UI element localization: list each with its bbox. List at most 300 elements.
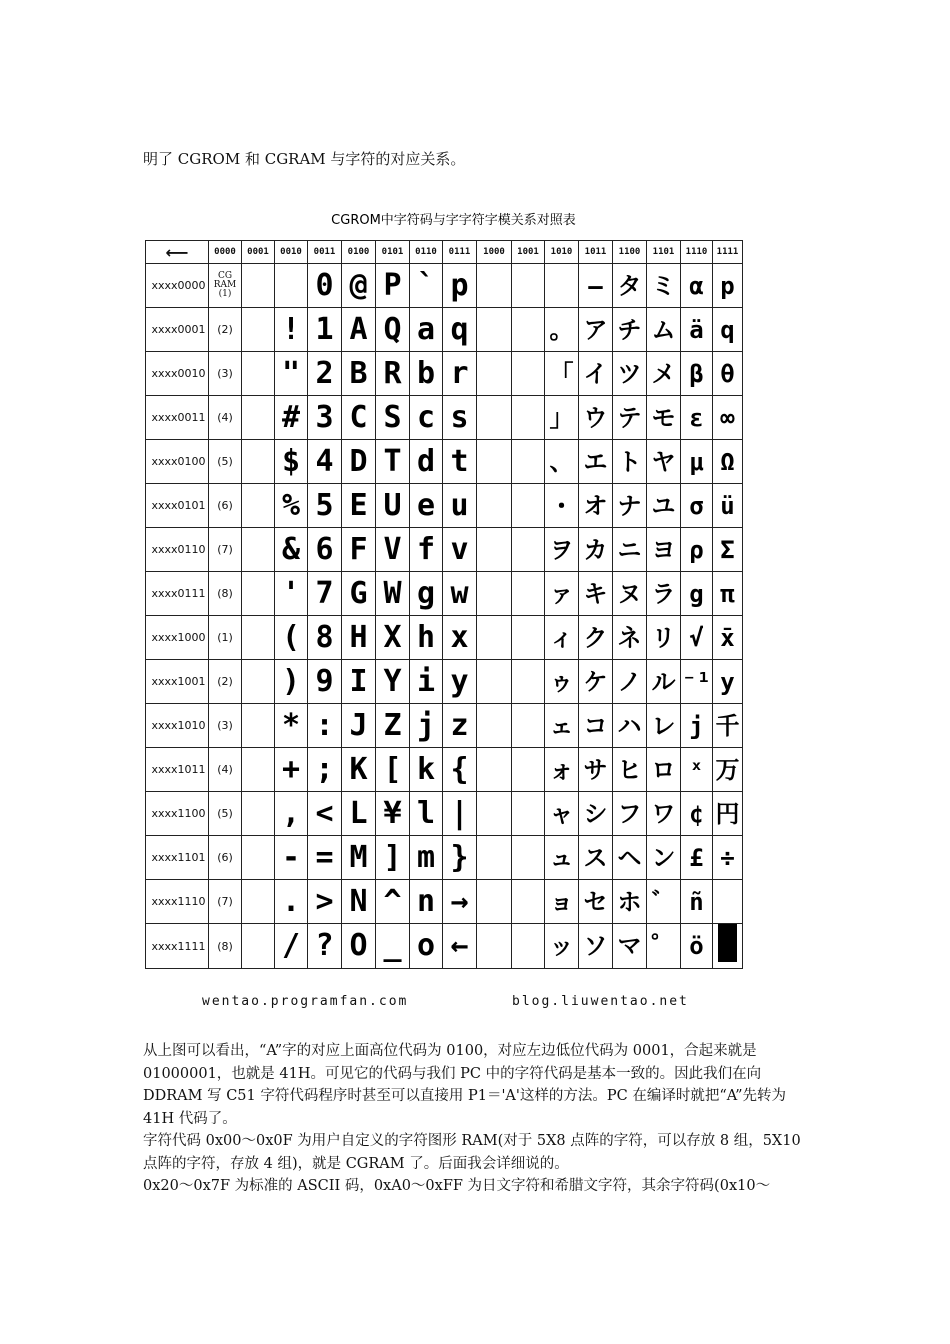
char-cell (512, 352, 545, 396)
char-cell: ス (579, 836, 613, 880)
char-cell (242, 484, 275, 528)
char-cell: V (376, 528, 410, 572)
char-cell: : (308, 704, 342, 748)
char-cell: > (308, 880, 342, 924)
char-cell: σ (681, 484, 713, 528)
char-cell: μ (681, 440, 713, 484)
char-cell: ヲ (545, 528, 579, 572)
char-cell: h (410, 616, 443, 660)
char-cell (545, 264, 579, 308)
char-cell (512, 484, 545, 528)
char-cell: ヘ (613, 836, 647, 880)
char-cell (242, 792, 275, 836)
char-cell (512, 264, 545, 308)
cgram-index: (2) (209, 660, 242, 704)
char-cell: √ (681, 616, 713, 660)
char-cell (242, 396, 275, 440)
char-cell: ノ (613, 660, 647, 704)
col-header: 0100 (342, 241, 376, 264)
char-cell: セ (579, 880, 613, 924)
char-cell: ヒ (613, 748, 647, 792)
char-cell: n (410, 880, 443, 924)
char-cell: ロ (647, 748, 681, 792)
char-cell (512, 528, 545, 572)
char-cell: g (410, 572, 443, 616)
char-cell (512, 616, 545, 660)
char-cell: " (275, 352, 308, 396)
col-header: 1111 (713, 241, 743, 264)
arrow-icon: ⟵ (165, 242, 189, 262)
cgram-index: (5) (209, 440, 242, 484)
char-cell: マ (613, 924, 647, 969)
char-cell: D (342, 440, 376, 484)
char-cell: S (376, 396, 410, 440)
col-header: 1000 (477, 241, 512, 264)
char-cell: ュ (545, 836, 579, 880)
char-cell: ネ (613, 616, 647, 660)
char-cell: Z (376, 704, 410, 748)
char-cell (512, 396, 545, 440)
table-row (146, 836, 743, 880)
char-cell: 「 (545, 352, 579, 396)
char-cell: s (443, 396, 477, 440)
char-cell: ェ (545, 704, 579, 748)
char-cell: オ (579, 484, 613, 528)
char-cell: d (410, 440, 443, 484)
char-cell: 8 (308, 616, 342, 660)
char-cell: ¥ (376, 792, 410, 836)
char-cell (477, 352, 512, 396)
paragraph-2: 字符代码 0x00～0x0F 为用户自定义的字符图形 RAM(对于 5X8 点阵的字符，可以存放 8 组，5X10 点阵的字符，存放 4 组)，就是 CGRAM 了。后面我会详细说的。 (143, 1133, 801, 1172)
char-cell (477, 572, 512, 616)
char-cell: p (713, 264, 743, 308)
char-cell: ; (308, 748, 342, 792)
cgram-index: (6) (209, 484, 242, 528)
char-cell: θ (713, 352, 743, 396)
cgram-index: (3) (209, 352, 242, 396)
paragraph-3: 0x20～0x7F 为标准的 ASCII 码，0xA0～0xFF 为日文字符和希腊文字符，其余字符码(0x10～ (143, 1178, 771, 1194)
char-cell: X (376, 616, 410, 660)
char-cell (242, 836, 275, 880)
row-label: xxxx0100 (146, 440, 209, 484)
row-label: xxxx1110 (146, 880, 209, 924)
char-cell (477, 484, 512, 528)
char-cell: ⁻¹ (681, 660, 713, 704)
char-cell: & (275, 528, 308, 572)
table-row (146, 704, 743, 748)
char-cell: K (342, 748, 376, 792)
char-cell (477, 704, 512, 748)
table-row (146, 924, 743, 969)
col-header: 0110 (410, 241, 443, 264)
char-cell: ヨ (647, 528, 681, 572)
char-cell: / (275, 924, 308, 969)
char-cell: Σ (713, 528, 743, 572)
col-header: 0000 (209, 241, 242, 264)
char-cell: ü (713, 484, 743, 528)
char-cell: Y (376, 660, 410, 704)
char-cell: ョ (545, 880, 579, 924)
char-cell: 5 (308, 484, 342, 528)
char-cell (512, 308, 545, 352)
char-cell: ク (579, 616, 613, 660)
char-cell: ホ (613, 880, 647, 924)
char-cell: 。 (545, 308, 579, 352)
char-cell: x̄ (713, 616, 743, 660)
char-cell (477, 528, 512, 572)
char-cell: テ (613, 396, 647, 440)
row-label: xxxx1111 (146, 924, 209, 969)
char-cell: [ (376, 748, 410, 792)
col-header: 1010 (545, 241, 579, 264)
char-cell: y (713, 660, 743, 704)
char-cell: ρ (681, 528, 713, 572)
char-cell: | (443, 792, 477, 836)
char-cell: @ (342, 264, 376, 308)
body-text (143, 1040, 815, 1198)
char-cell: メ (647, 352, 681, 396)
char-cell: ハ (613, 704, 647, 748)
char-cell: カ (579, 528, 613, 572)
char-cell: ( (275, 616, 308, 660)
col-header: 1011 (579, 241, 613, 264)
char-cell: L (342, 792, 376, 836)
char-cell: % (275, 484, 308, 528)
char-cell: * (275, 704, 308, 748)
char-cell: タ (613, 264, 647, 308)
cgram-label: CG RAM (1) (209, 264, 242, 308)
char-cell: c (410, 396, 443, 440)
char-cell: ゜ (647, 924, 681, 969)
char-cell-full-block (713, 924, 743, 969)
char-cell: ヤ (647, 440, 681, 484)
cgram-index: (4) (209, 396, 242, 440)
char-cell: u (443, 484, 477, 528)
char-cell: j (410, 704, 443, 748)
char-cell: q (443, 308, 477, 352)
char-cell (242, 924, 275, 969)
char-cell: 7 (308, 572, 342, 616)
col-header: 1101 (647, 241, 681, 264)
char-cell: f (410, 528, 443, 572)
char-cell (242, 660, 275, 704)
char-cell: F (342, 528, 376, 572)
full-block-glyph (718, 924, 737, 962)
char-cell: サ (579, 748, 613, 792)
char-cell: w (443, 572, 477, 616)
char-cell: N (342, 880, 376, 924)
char-cell: U (376, 484, 410, 528)
char-cell: — (579, 264, 613, 308)
char-cell: 千 (713, 704, 743, 748)
char-cell: < (308, 792, 342, 836)
char-cell: t (443, 440, 477, 484)
char-cell: ケ (579, 660, 613, 704)
char-cell: z (443, 704, 477, 748)
row-label: xxxx1001 (146, 660, 209, 704)
char-cell: G (342, 572, 376, 616)
char-cell: _ (376, 924, 410, 969)
char-cell: ミ (647, 264, 681, 308)
char-cell: ッ (545, 924, 579, 969)
char-cell: l (410, 792, 443, 836)
table-row (146, 748, 743, 792)
table-row (146, 880, 743, 924)
char-cell: ' (275, 572, 308, 616)
char-cell: R (376, 352, 410, 396)
char-cell: v (443, 528, 477, 572)
char-cell: π (713, 572, 743, 616)
row-label: xxxx0010 (146, 352, 209, 396)
char-cell: ワ (647, 792, 681, 836)
char-cell: P (376, 264, 410, 308)
char-cell: ? (308, 924, 342, 969)
table-row (146, 528, 743, 572)
char-cell: # (275, 396, 308, 440)
char-cell: ^ (376, 880, 410, 924)
char-cell: { (443, 748, 477, 792)
char-cell: ニ (613, 528, 647, 572)
char-cell: ォ (545, 748, 579, 792)
char-cell (477, 880, 512, 924)
table-row (146, 396, 743, 440)
cgram-index: (7) (209, 880, 242, 924)
cgram-index: (8) (209, 572, 242, 616)
char-cell: y (443, 660, 477, 704)
char-cell: J (342, 704, 376, 748)
char-cell: チ (613, 308, 647, 352)
table-row (146, 352, 743, 396)
char-cell: → (443, 880, 477, 924)
char-cell (512, 660, 545, 704)
char-cell: I (342, 660, 376, 704)
col-header: 1110 (681, 241, 713, 264)
char-cell: ア (579, 308, 613, 352)
row-label: xxxx1000 (146, 616, 209, 660)
char-cell: シ (579, 792, 613, 836)
char-cell (242, 572, 275, 616)
cgram-index: (4) (209, 748, 242, 792)
char-cell: } (443, 836, 477, 880)
char-cell: モ (647, 396, 681, 440)
char-cell: 」 (545, 396, 579, 440)
char-cell: m (410, 836, 443, 880)
char-cell: q (713, 308, 743, 352)
char-cell: T (376, 440, 410, 484)
row-label: xxxx1011 (146, 748, 209, 792)
figure-title: CGROM中字符码与字字符字模关系对照表 (331, 213, 576, 228)
char-cell: C (342, 396, 376, 440)
char-cell: B (342, 352, 376, 396)
char-cell: ・ (545, 484, 579, 528)
char-cell: 9 (308, 660, 342, 704)
char-cell (477, 836, 512, 880)
char-cell: ラ (647, 572, 681, 616)
char-cell: ä (681, 308, 713, 352)
char-cell: H (342, 616, 376, 660)
char-cell (242, 440, 275, 484)
row-label: xxxx0111 (146, 572, 209, 616)
row-label: xxxx1010 (146, 704, 209, 748)
char-cell: ユ (647, 484, 681, 528)
char-cell (477, 660, 512, 704)
char-cell: 万 (713, 748, 743, 792)
char-cell: ε (681, 396, 713, 440)
char-cell: b (410, 352, 443, 396)
char-cell: W (376, 572, 410, 616)
char-cell (242, 352, 275, 396)
char-cell: ナ (613, 484, 647, 528)
char-cell: Ω (713, 440, 743, 484)
char-cell: o (410, 924, 443, 969)
char-cell: O (342, 924, 376, 969)
char-cell (512, 704, 545, 748)
table-row (146, 484, 743, 528)
footer-left-url: wentao.programfan.com (202, 994, 409, 1009)
col-header: 0101 (376, 241, 410, 264)
char-cell: A (342, 308, 376, 352)
char-cell: 円 (713, 792, 743, 836)
char-cell: E (342, 484, 376, 528)
char-cell (477, 792, 512, 836)
char-cell: ÷ (713, 836, 743, 880)
col-header: 1100 (613, 241, 647, 264)
row-label: xxxx1100 (146, 792, 209, 836)
char-cell: ! (275, 308, 308, 352)
col-header: 0001 (242, 241, 275, 264)
char-cell: ル (647, 660, 681, 704)
char-cell: $ (275, 440, 308, 484)
char-cell: ñ (681, 880, 713, 924)
char-cell: i (410, 660, 443, 704)
row-label: xxxx0000 (146, 264, 209, 308)
char-cell: a (410, 308, 443, 352)
cgram-index: (3) (209, 704, 242, 748)
col-header: 0011 (308, 241, 342, 264)
cgram-index: (2) (209, 308, 242, 352)
char-cell (242, 264, 275, 308)
corner-arrow (146, 241, 209, 264)
char-cell: ← (443, 924, 477, 969)
char-cell: ゥ (545, 660, 579, 704)
paragraph-1: 从上图可以看出，“A”字的对应上面高位代码为 0100，对应左边低位代码为 0001，合起来就是 01000001，也就是 41H。可见它的代码与我们 PC 中的字符代码是基本一致的。因此我们在向 DDRAM 写 C51 字符代码程序时甚至可以直接用 P1＝'A'这样的方法。PC 在编译时就把“A”先转为 41H 代码了。 (143, 1043, 787, 1127)
char-cell: ] (376, 836, 410, 880)
char-cell: エ (579, 440, 613, 484)
table-row (146, 440, 743, 484)
char-cell: k (410, 748, 443, 792)
char-cell (512, 748, 545, 792)
char-cell: ム (647, 308, 681, 352)
char-cell: , (275, 792, 308, 836)
char-cell: p (443, 264, 477, 308)
cgram-index: (5) (209, 792, 242, 836)
char-cell (242, 308, 275, 352)
char-cell: フ (613, 792, 647, 836)
col-header: 1001 (512, 241, 545, 264)
char-cell: ソ (579, 924, 613, 969)
char-cell: ウ (579, 396, 613, 440)
char-cell: 3 (308, 396, 342, 440)
char-cell: - (275, 836, 308, 880)
char-cell: 1 (308, 308, 342, 352)
row-label: xxxx1101 (146, 836, 209, 880)
char-cell: Q (376, 308, 410, 352)
char-cell (512, 836, 545, 880)
footer-right-url: blog.liuwentao.net (512, 994, 689, 1009)
char-cell: e (410, 484, 443, 528)
table-row (146, 308, 743, 352)
char-cell: r (443, 352, 477, 396)
char-cell (242, 880, 275, 924)
table-row (146, 616, 743, 660)
char-cell: リ (647, 616, 681, 660)
char-cell: ャ (545, 792, 579, 836)
char-cell: ヌ (613, 572, 647, 616)
char-cell: ¢ (681, 792, 713, 836)
char-cell: 6 (308, 528, 342, 572)
char-cell: 、 (545, 440, 579, 484)
row-label: xxxx0011 (146, 396, 209, 440)
cgram-index: (7) (209, 528, 242, 572)
table-row (146, 660, 743, 704)
char-cell (713, 880, 743, 924)
char-cell: £ (681, 836, 713, 880)
char-cell: キ (579, 572, 613, 616)
char-cell: ィ (545, 616, 579, 660)
char-cell (477, 308, 512, 352)
char-cell (242, 528, 275, 572)
char-cell: = (308, 836, 342, 880)
char-cell (512, 572, 545, 616)
table-row (146, 572, 743, 616)
char-cell (477, 396, 512, 440)
char-cell: g (681, 572, 713, 616)
col-header: 0111 (443, 241, 477, 264)
col-header: 0010 (275, 241, 308, 264)
char-cell (242, 704, 275, 748)
cgrom-table (145, 240, 743, 969)
row-label: xxxx0110 (146, 528, 209, 572)
char-cell: 2 (308, 352, 342, 396)
char-cell (477, 264, 512, 308)
char-cell (477, 616, 512, 660)
table-row (146, 792, 743, 836)
char-cell (512, 880, 545, 924)
char-cell: ン (647, 836, 681, 880)
char-cell: ゛ (647, 880, 681, 924)
char-cell: β (681, 352, 713, 396)
cgram-index: (1) (209, 616, 242, 660)
char-cell: x (443, 616, 477, 660)
char-cell (242, 748, 275, 792)
char-cell: ö (681, 924, 713, 969)
cgram-index: (8) (209, 924, 242, 969)
char-cell: . (275, 880, 308, 924)
char-cell (477, 440, 512, 484)
char-cell: レ (647, 704, 681, 748)
char-cell: + (275, 748, 308, 792)
char-cell: イ (579, 352, 613, 396)
char-cell: α (681, 264, 713, 308)
intro-text: 明了 CGROM 和 CGRAM 与字符的对应关系。 (143, 150, 466, 168)
char-cell: M (342, 836, 376, 880)
char-cell (512, 440, 545, 484)
char-cell: 4 (308, 440, 342, 484)
char-cell: j (681, 704, 713, 748)
char-cell: ) (275, 660, 308, 704)
char-cell (512, 924, 545, 969)
char-cell (477, 924, 512, 969)
